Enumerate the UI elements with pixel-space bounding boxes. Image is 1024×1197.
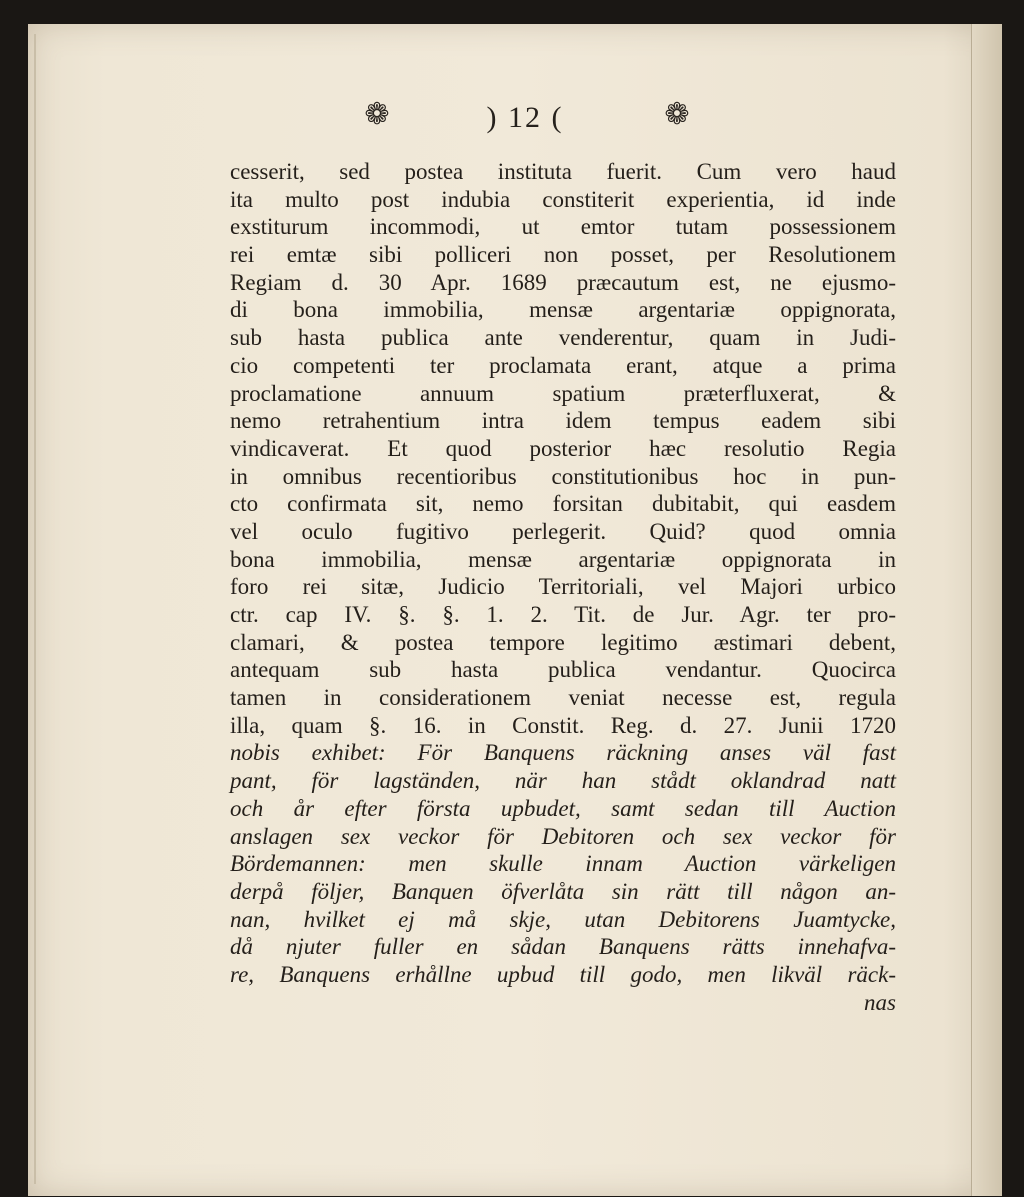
text-line: bona immobilia, mensæ argentariæ oppignorata in xyxy=(230,546,896,572)
text-line: ita multo post indubia constiterit experientia, id inde xyxy=(230,186,896,212)
text-line: då njuter fuller en sådan Banquens rätts innehafva- xyxy=(230,934,896,960)
text-line: nemo retrahentium intra idem tempus eadem sibi xyxy=(230,408,896,434)
text-line: di bona immobilia, mensæ argentariæ oppignorata, xyxy=(230,297,896,323)
catchword: nas xyxy=(864,989,896,1015)
text-line: Regiam d. 30 Apr. 1689 præcautum est, ne ejusmo- xyxy=(230,269,896,295)
text-line: och år efter första upbudet, samt sedan till Auction xyxy=(230,795,896,821)
text-line: nan, hvilket ej må skje, utan Debitorens Juamtycke, xyxy=(230,906,896,932)
page-left-edge xyxy=(34,34,36,1184)
text-line: ctr. cap IV. §. §. 1. 2. Tit. de Jur. Agr. ter pro- xyxy=(230,602,896,627)
text-line: vindicaverat. Et quod posterior hæc resolutio Regia xyxy=(230,435,896,461)
text-line: cesserit, sed postea instituta fuerit. Cum vero haud xyxy=(230,159,896,184)
text-line: foro rei sitæ, Judicio Territoriali, vel Majori urbico xyxy=(230,574,896,600)
text-line: clamari, & postea tempore legitimo æstimari debent, xyxy=(230,629,896,655)
text-line: antequam sub hasta publica vendantur. Quocirca xyxy=(230,657,896,683)
text-line: cto confirmata sit, nemo forsitan dubitabit, qui easdem xyxy=(230,491,896,517)
body-text xyxy=(230,158,896,1016)
text-line: exstiturum incommodi, ut emtor tutam possessionem xyxy=(230,214,896,240)
page-header xyxy=(240,92,760,142)
text-line: cio competenti ter proclamata erant, atque a prima xyxy=(230,352,896,378)
text-line: re, Banquens erhållne upbud till godo, men likväl räck- xyxy=(230,961,896,987)
flower-ornament-icon: ❁ xyxy=(364,98,390,131)
page-number: ) 12 ( xyxy=(486,101,564,134)
page-right-edge xyxy=(971,24,1002,1196)
text-line: pant, för lagständen, när han stådt oklandrad natt xyxy=(230,768,896,794)
text-line: illa, quam §. 16. in Constit. Reg. d. 27. Junii 1720 xyxy=(230,712,896,738)
text-line: vel oculo fugitivo perlegerit. Quid? quod omnia xyxy=(230,518,896,544)
text-line: proclamatione annuum spatium præterfluxerat, & xyxy=(230,380,896,406)
text-line: sub hasta publica ante venderentur, quam in Judi- xyxy=(230,325,896,351)
text-line: anslagen sex veckor för Debitoren och sex veckor för xyxy=(230,823,896,849)
text-line: Bördemannen: men skulle innam Auction värkeligen xyxy=(230,851,896,877)
text-line: in omnibus recentioribus constitutionibus hoc in pun- xyxy=(230,463,896,489)
flower-ornament-icon: ❁ xyxy=(664,98,690,131)
text-line: derpå följer, Banquen öfverlåta sin rätt till någon an- xyxy=(230,878,896,904)
text-line: nobis exhibet: För Banquens räckning anses väl fast xyxy=(230,740,896,766)
text-line: rei emtæ sibi polliceri non posset, per Resolutionem xyxy=(230,242,896,268)
text-line: tamen in considerationem veniat necesse est, regula xyxy=(230,685,896,711)
